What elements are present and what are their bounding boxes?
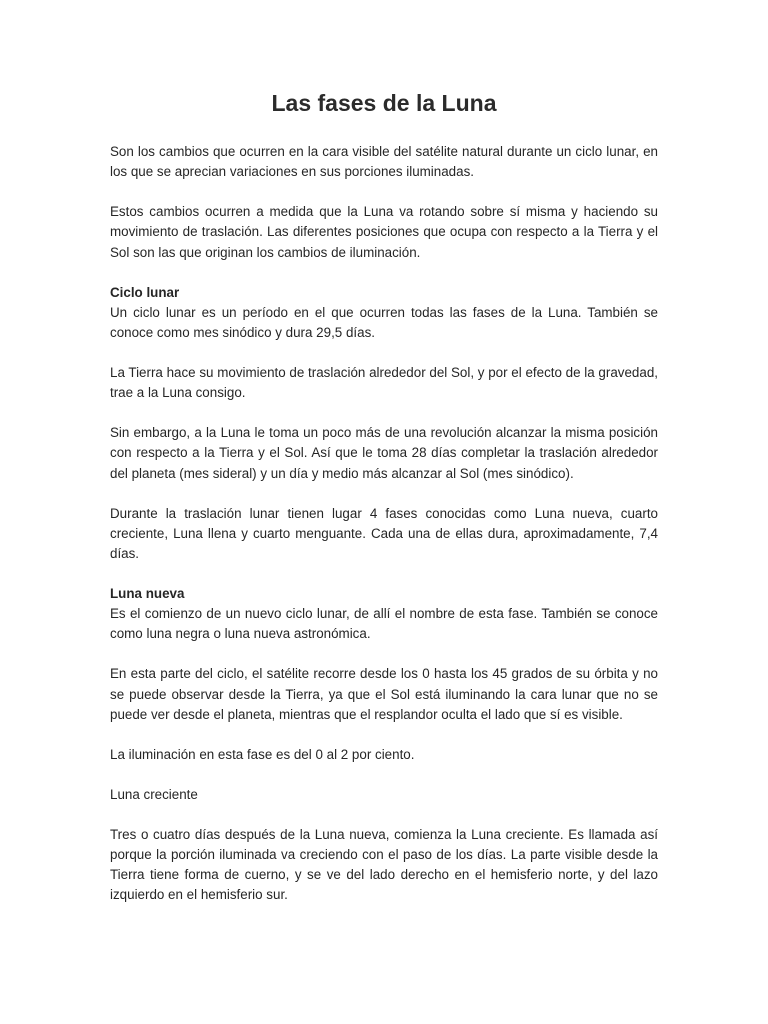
paragraph-luna-creciente-label: Luna creciente [110,786,198,802]
document-body [110,142,658,925]
section-heading-luna-nueva: Luna nueva [110,586,185,602]
paragraph-rotation: Estos cambios ocurren a medida que la Luna va rotando sobre sí misma y haciendo su movimiento de traslación. Las diferentes posiciones que ocupa con respecto a la Tierra y el Sol son las que originan los cambios de iluminación. [110,204,658,260]
paragraph-traslacion: La Tierra hace su movimiento de traslación alrededor del Sol, y por el efecto de la gravedad, trae a la Luna consigo. [110,365,658,401]
paragraph-ciclo-lunar: Un ciclo lunar es un período en el que ocurren todas las fases de la Luna. También se conoce como mes sinódico y dura 29,5 días. [110,304,658,341]
paragraph-luna-creciente: Tres o cuatro días después de la Luna nueva, comienza la Luna creciente. Es llamada así porque la porción iluminada va creciendo con el paso de los días. La parte visible desde la Tierra tiene forma de cuerno, y se ve del lado derecho en el hemisferio norte, y del lazo izquierdo en el hemisferio sur. [110,826,658,903]
paragraph-luna-nueva: Es el comienzo de un nuevo ciclo lunar, de allí el nombre de esta fase. También se conoce como luna negra o luna nueva astronómica. [110,606,658,642]
document-title: Las fases de la Luna [271,90,497,116]
paragraph-fases: Durante la traslación lunar tienen lugar 4 fases conocidas como Luna nueva, cuarto creciente, Luna llena y cuarto menguante. Cada una de ellas dura, aproximadamente, 7,4 días. [110,505,658,562]
section-heading-ciclo-lunar: Ciclo lunar [110,284,180,300]
paragraph-revolucion: Sin embargo, a la Luna le toma un poco más de una revolución alcanzar la misma posición con respecto a la Tierra y el Sol. Así que le toma 28 días completar la traslación alrededor del planeta (mes sideral) y un día y medio más alcanzar al Sol (mes sinódico). [110,425,658,481]
paragraph-iluminacion: La iluminación en esta fase es del 0 al 2 por ciento. [110,746,415,762]
paragraph-orbita: En esta parte del ciclo, el satélite recorre desde los 0 hasta los 45 grados de su órbita y no se puede observar desde la Tierra, ya que el Sol está iluminando la cara lunar que no se puede ver desde el planeta, mientras que el resplandor oculta el lado que sí es visible. [110,666,658,722]
paragraph-intro: Son los cambios que ocurren en la cara visible del satélite natural durante un ciclo lunar, en los que se aprecian variaciones en sus porciones iluminadas. [110,144,658,180]
